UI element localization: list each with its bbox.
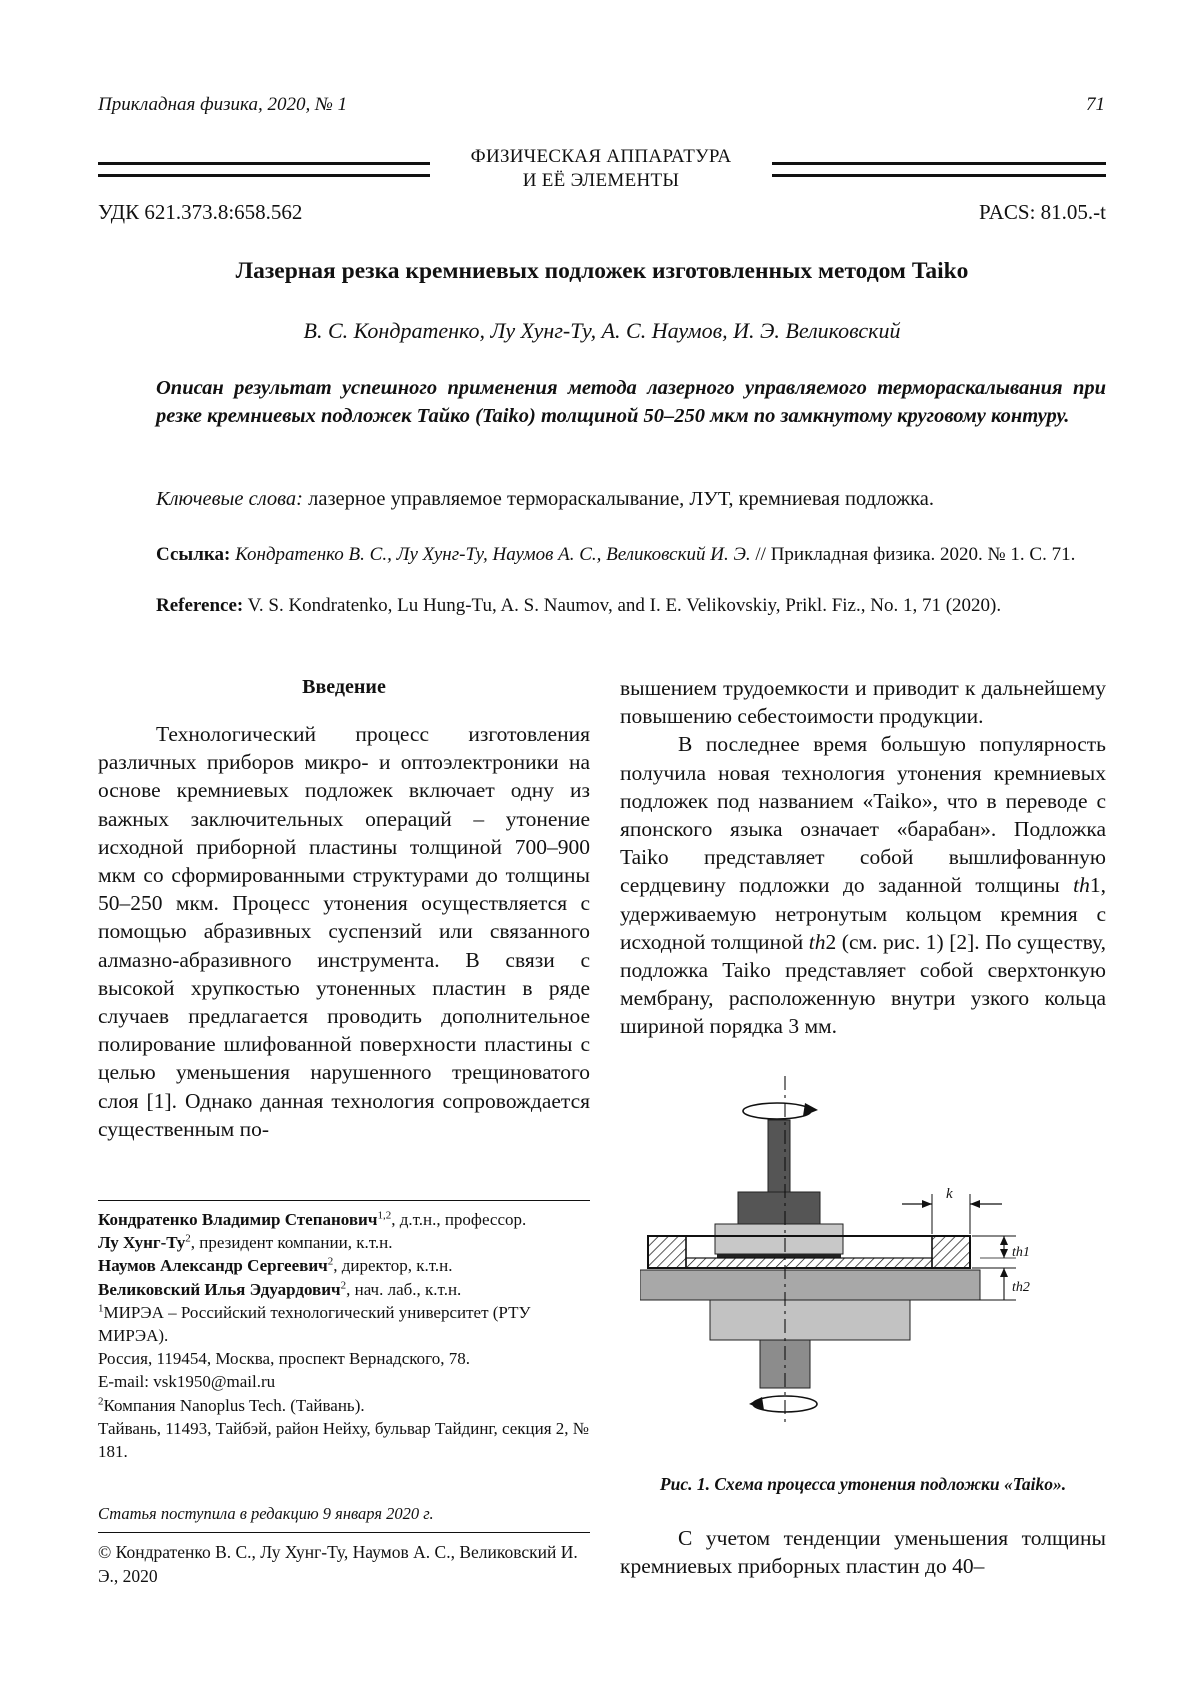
intro-paragraph-1: Технологический процесс изготовления различных приборов микро- и оптоэлектроники на основе кремниевых подложек включает одну из важных заключительных операций – утонение исходной приборной пластины толщиной 700–900 мкм со сформированными структурами до толщины 50–250 мкм. Процесс утонения осуществляется с помощью абразивных суспензий или связанного алмазно-абразивного инструмента. В связи с высокой хрупкостью утоненных пластин в ряде случаев предлагается проводить дополнительное полирование шлифованной поверхности пластины с целью уменьшения нарушенного трещиноватого слоя [1]. Однако данная технология сопровождается существенным по-: [98, 722, 590, 1141]
footnote-email: E-mail: vsk1950@mail.ru: [98, 1372, 276, 1392]
citation-en: [156, 593, 1106, 618]
intro-left-column: [98, 720, 590, 1143]
closing-paragraph: С учетом тенденции уменьшения толщины кремниевых приборных пластин до 40–: [620, 1526, 1106, 1579]
intro-paragraph-2: [620, 730, 1106, 1040]
figure-taiko-diagram: [640, 1076, 1100, 1426]
abstract: Описан результат успешного применения метода лазерного управляемого термораскалывания при резке кремниевых подложек Тайко (Taiko) толщиной 50–250 мкм по замкнутому круговому контуру.: [156, 377, 1106, 427]
footnote-author-3-name: Наумов Александр Сергеевич: [98, 1256, 328, 1276]
th1-symbol: th: [1073, 873, 1090, 898]
thinned-membrane: [686, 1258, 932, 1268]
chuck-table: [640, 1270, 980, 1300]
footnote-affiliation-1-sup: 1: [98, 1302, 104, 1315]
footnote-affiliation-2-text: Компания Nanoplus Tech. (Тайвань).: [103, 1395, 365, 1415]
received-date: Статья поступила в редакцию 9 января 2020 г.: [98, 1504, 434, 1523]
keywords: [156, 488, 1106, 511]
running-header-journal: Прикладная физика, 2020, № 1: [98, 94, 348, 115]
footnote-author-4-rest: , нач. лаб., к.т.н.: [346, 1279, 462, 1299]
intro-heading: Введение: [302, 676, 386, 698]
footnote-author-4-name: Великовский Илья Эдуардович: [98, 1279, 341, 1299]
citation-en-text: V. S. Kondratenko, Lu Hung-Tu, A. S. Naumov, and I. E. Velikovskiy, Prikl. Fiz., No. 1, 71 (2020).: [247, 595, 1002, 616]
footnote-author-4: [98, 1278, 590, 1301]
intro-paragraph-2-part-b: 1, удерживаемую нетронутым кольцом кремния с исходной толщиной: [620, 873, 1106, 954]
section-heading-line2: И ЕЁ ЭЛЕМЕНТЫ: [522, 170, 680, 191]
copyright-rule: [98, 1532, 590, 1533]
chuck-base: [710, 1300, 910, 1340]
label-th2: th2: [1012, 1280, 1030, 1295]
taiko-ring-left: [648, 1236, 686, 1268]
spindle-shaft-top: [768, 1120, 790, 1192]
copyright: © Кондратенко В. С., Лу Хунг-Ту, Наумов А. С., Великовский И. Э., 2020: [98, 1542, 578, 1586]
intro-paragraph-1-continued: вышением трудоемкости и приводит к дальнейшему повышению себестоимости продукции.: [620, 676, 1106, 729]
footnote-author-2-sup: 2: [185, 1232, 191, 1245]
rotation-arrow-bottom-icon: [749, 1396, 817, 1412]
keywords-label: Ключевые слова:: [156, 488, 303, 510]
footnote-author-1-name: Кондратенко Владимир Степанович: [98, 1210, 378, 1229]
section-rule-right: [772, 162, 1106, 177]
article-title: Лазерная резка кремниевых подложек изготовленных методом Taiko: [235, 258, 969, 284]
author-footnotes: [98, 1208, 590, 1463]
footnote-affiliation-1: [98, 1301, 590, 1347]
citation-ru-label: Ссылка:: [156, 544, 231, 565]
footnote-author-1-rest: , д.т.н., профессор.: [391, 1210, 527, 1229]
footnote-author-4-sup: 2: [340, 1278, 347, 1291]
intro-paragraph-2-part-a: В последнее время большую популярность получила новая технология утонения кремниевых подложек под названием «Taiko», что в переводе с японского языка означает «барабан». Подложка Taiko представляет собой вышлифованную сердцевину подложки до заданной толщины: [620, 732, 1106, 898]
footnote-rule: [98, 1200, 590, 1201]
citation-ru-rest: // Прикладная физика. 2020. № 1. С. 71.: [755, 544, 1076, 565]
section-rule-left: [98, 162, 430, 177]
section-heading: [430, 145, 772, 193]
grinding-wheel: [715, 1224, 843, 1254]
footnote-author-1: [98, 1208, 590, 1231]
intro-right-column: [620, 674, 1106, 1041]
citation-ru: [156, 542, 1106, 567]
rotation-arrow-top-icon: [743, 1103, 818, 1119]
footnote-author-2-name: Лу Хунг-Ту: [98, 1233, 186, 1253]
taiko-ring-right: [932, 1236, 970, 1268]
label-th1: th1: [1012, 1245, 1030, 1260]
footnote-author-2-rest: , президент компании, к.т.н.: [190, 1233, 393, 1253]
figure-caption: Рис. 1. Схема процесса утонения подложки «Taiko».: [659, 1474, 1067, 1494]
footnote-author-3-rest: , директор, к.т.н.: [333, 1256, 453, 1276]
citation-ru-authors: Кондратенко В. С., Лу Хунг-Ту, Наумов А. С., Великовский И. Э.: [235, 544, 751, 565]
footnote-author-3: [98, 1254, 590, 1277]
footnote-author-2: [98, 1231, 590, 1254]
footnote-affiliation-2-sup: 2: [98, 1394, 104, 1407]
th2-symbol: th: [808, 929, 826, 954]
footnote-author-1-sup: 1,2: [377, 1209, 392, 1222]
footnote-affiliation-1-text: МИРЭА – Российский технологический университет (РТУ МИРЭА).: [98, 1302, 531, 1346]
citation-en-label: Reference:: [156, 595, 244, 616]
section-heading-line1: ФИЗИЧЕСКАЯ АППАРАТУРА: [470, 146, 732, 167]
author-list: В. С. Кондратенко, Лу Хунг-Ту, А. С. Наумов, И. Э. Великовский: [303, 318, 901, 343]
upper-holder: [738, 1192, 820, 1224]
udc-code: УДК 621.373.8:658.562: [98, 200, 303, 224]
footnote-affiliation-2: [98, 1394, 590, 1417]
keywords-text: лазерное управляемое термораскалывание, ЛУТ, кремниевая подложка.: [308, 488, 935, 510]
footnote-author-3-sup: 2: [327, 1255, 334, 1268]
footnote-affiliation-1-address: Россия, 119454, Москва, проспект Вернадского, 78.: [98, 1349, 470, 1369]
intro-paragraph-2-part-c: 2 (см. рис. 1) [2]. По существу, подложка Taiko представляет собой сверхтонкую мембрану, расположенную внутри узкого кольца шириной порядка 3 мм.: [620, 929, 1106, 1039]
pacs-code: PACS: 81.05.-t: [978, 200, 1106, 224]
footnote-affiliation-2-address: Тайвань, 11493, Тайбэй, район Нейху, бульвар Тайдинг, секция 2, № 181.: [98, 1418, 590, 1462]
label-k: k: [946, 1186, 953, 1202]
page-number: 71: [1086, 94, 1105, 115]
closing-right-column: [620, 1524, 1106, 1580]
